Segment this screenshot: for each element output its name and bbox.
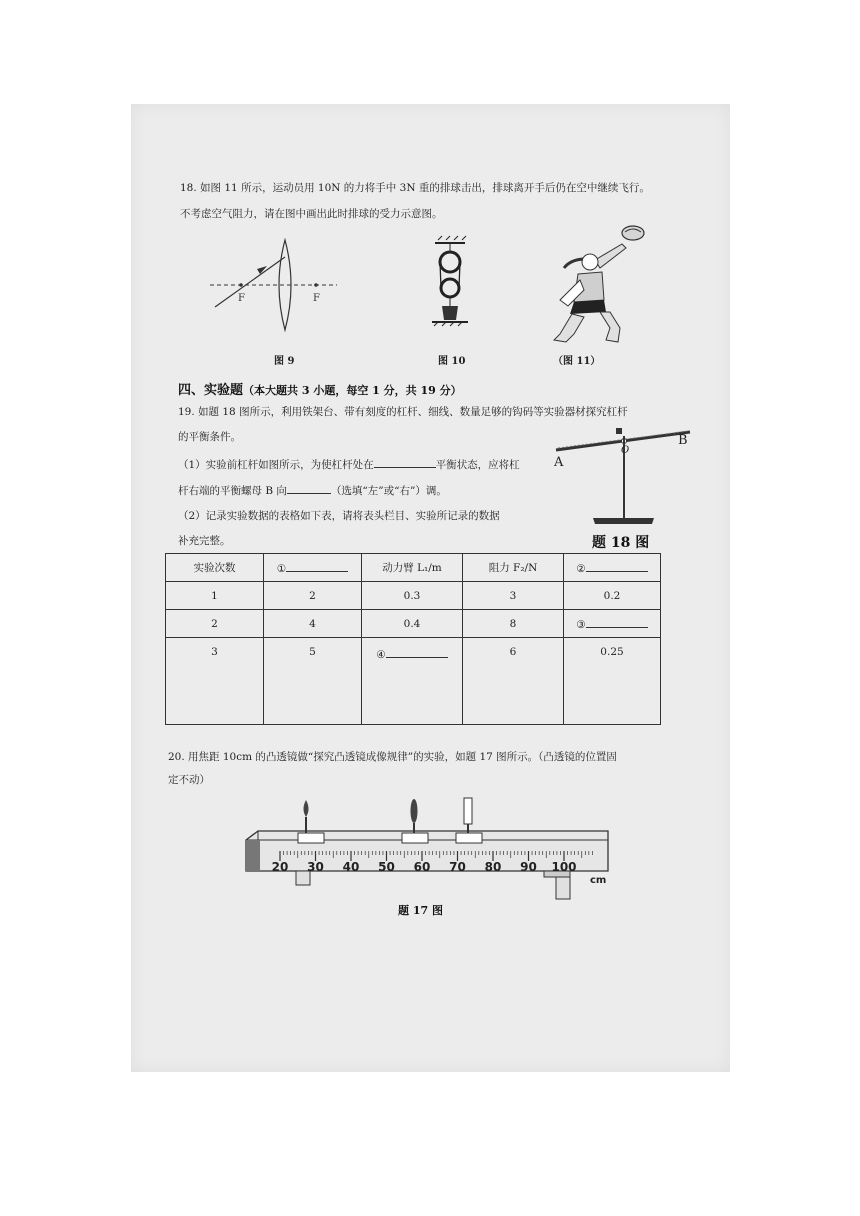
cell: 2 <box>166 610 264 638</box>
fig9-lens-diagram <box>205 235 345 335</box>
q18-line2: 不考虑空气阻力，请在图中画出此时排球的受力示意图。 <box>180 208 443 220</box>
q20-line2: 定不动） <box>168 774 210 786</box>
cell: 0.3 <box>362 582 463 610</box>
header-blank-1[interactable]: ① <box>264 554 362 582</box>
cell: 3 <box>166 638 264 725</box>
table-row <box>166 582 661 610</box>
fig10-pulley-diagram <box>420 240 480 332</box>
header-blank-2[interactable]: ② <box>564 554 661 582</box>
ruler-tick-label: 50 <box>378 860 395 874</box>
cell: 0.4 <box>362 610 463 638</box>
ruler-tick-label: 20 <box>271 860 289 874</box>
fig9-label-f-right: F <box>313 293 320 304</box>
cell: 0.2 <box>564 582 661 610</box>
answer-blank-direction[interactable] <box>287 482 331 494</box>
q19-line2: 的平衡条件。 <box>178 431 241 443</box>
cell-blank-4[interactable]: ④ <box>362 638 463 725</box>
ruler-tick-label: 40 <box>342 860 360 874</box>
ruler-tick-label: 70 <box>449 860 466 874</box>
fig9-caption: 图 9 <box>274 356 295 367</box>
table-row <box>166 638 661 725</box>
header-trial: 实验次数 <box>166 554 264 582</box>
fig17-caption: 题 17 图 <box>398 904 443 917</box>
cell: 3 <box>463 582 564 610</box>
ruler-tick-label: 30 <box>307 860 324 874</box>
header-load-force: 阻力 F₂/N <box>463 554 564 582</box>
ruler-tick-label: 60 <box>413 860 431 874</box>
fig18-lever-stand <box>548 422 698 534</box>
ruler-tick-label: 90 <box>520 860 537 874</box>
cell: 5 <box>264 638 362 725</box>
q19-part2-line1: （2）记录实验数据的表格如下表，请将表头栏目、实验所记录的数据 <box>178 510 500 522</box>
cell: 0.25 <box>564 638 661 725</box>
fig18-caption: 题 18 图 <box>592 535 650 551</box>
section-title: 四、实验题（本大题共 3 小题，每空 1 分，共 19 分） <box>178 383 462 398</box>
cell: 4 <box>264 610 362 638</box>
q18-line1: 18. 如图 11 所示，运动员用 10N 的力将手中 3N 重的排球击出，排球离开手后仍在空中继续飞行。 <box>180 182 650 194</box>
q19-part1-line1: （1）实验前杠杆如图所示，为使杠杆处在 平衡状态，应将杠 <box>178 456 520 472</box>
experiment-data-table <box>165 553 661 725</box>
cell: 8 <box>463 610 564 638</box>
lever-label-b: B <box>678 433 688 448</box>
fig17-optical-bench <box>240 795 612 907</box>
q19-line1: 19. 如题 18 图所示，利用铁架台、带有刻度的杠杆、细线、数量足够的钩码等实验器材探究杠杆 <box>178 406 628 418</box>
cell: 2 <box>264 582 362 610</box>
q19-part1-line2: 杆右端的平衡螺母 B 向 （选填“左”或“右”）调。 <box>178 482 447 498</box>
fig11-caption: （图 11） <box>553 356 601 367</box>
fig9-label-f-left: F <box>238 293 245 304</box>
ruler-unit: cm <box>590 875 607 886</box>
ruler-tick-label: 100 <box>551 860 577 874</box>
lever-label-o: O <box>621 445 630 456</box>
q20-line1: 20. 用焦距 10cm 的凸透镜做“探究凸透镜成像规律”的实验，如题 17 图所示。（凸透镜的位置固 <box>168 751 617 763</box>
cell: 1 <box>166 582 264 610</box>
lever-label-a: A <box>554 455 564 470</box>
fig10-caption: 图 10 <box>438 356 466 367</box>
cell-blank-3[interactable]: ③ <box>564 610 661 638</box>
cell: 6 <box>463 638 564 725</box>
q19-part2-line2: 补充完整。 <box>178 535 231 547</box>
header-effort-arm: 动力臂 L₁/m <box>362 554 463 582</box>
answer-blank-state[interactable] <box>374 456 436 468</box>
ruler-tick-label: 80 <box>484 860 502 874</box>
fig11-volleyball-player <box>540 222 660 346</box>
table-row <box>166 610 661 638</box>
table-header-row <box>166 554 661 582</box>
